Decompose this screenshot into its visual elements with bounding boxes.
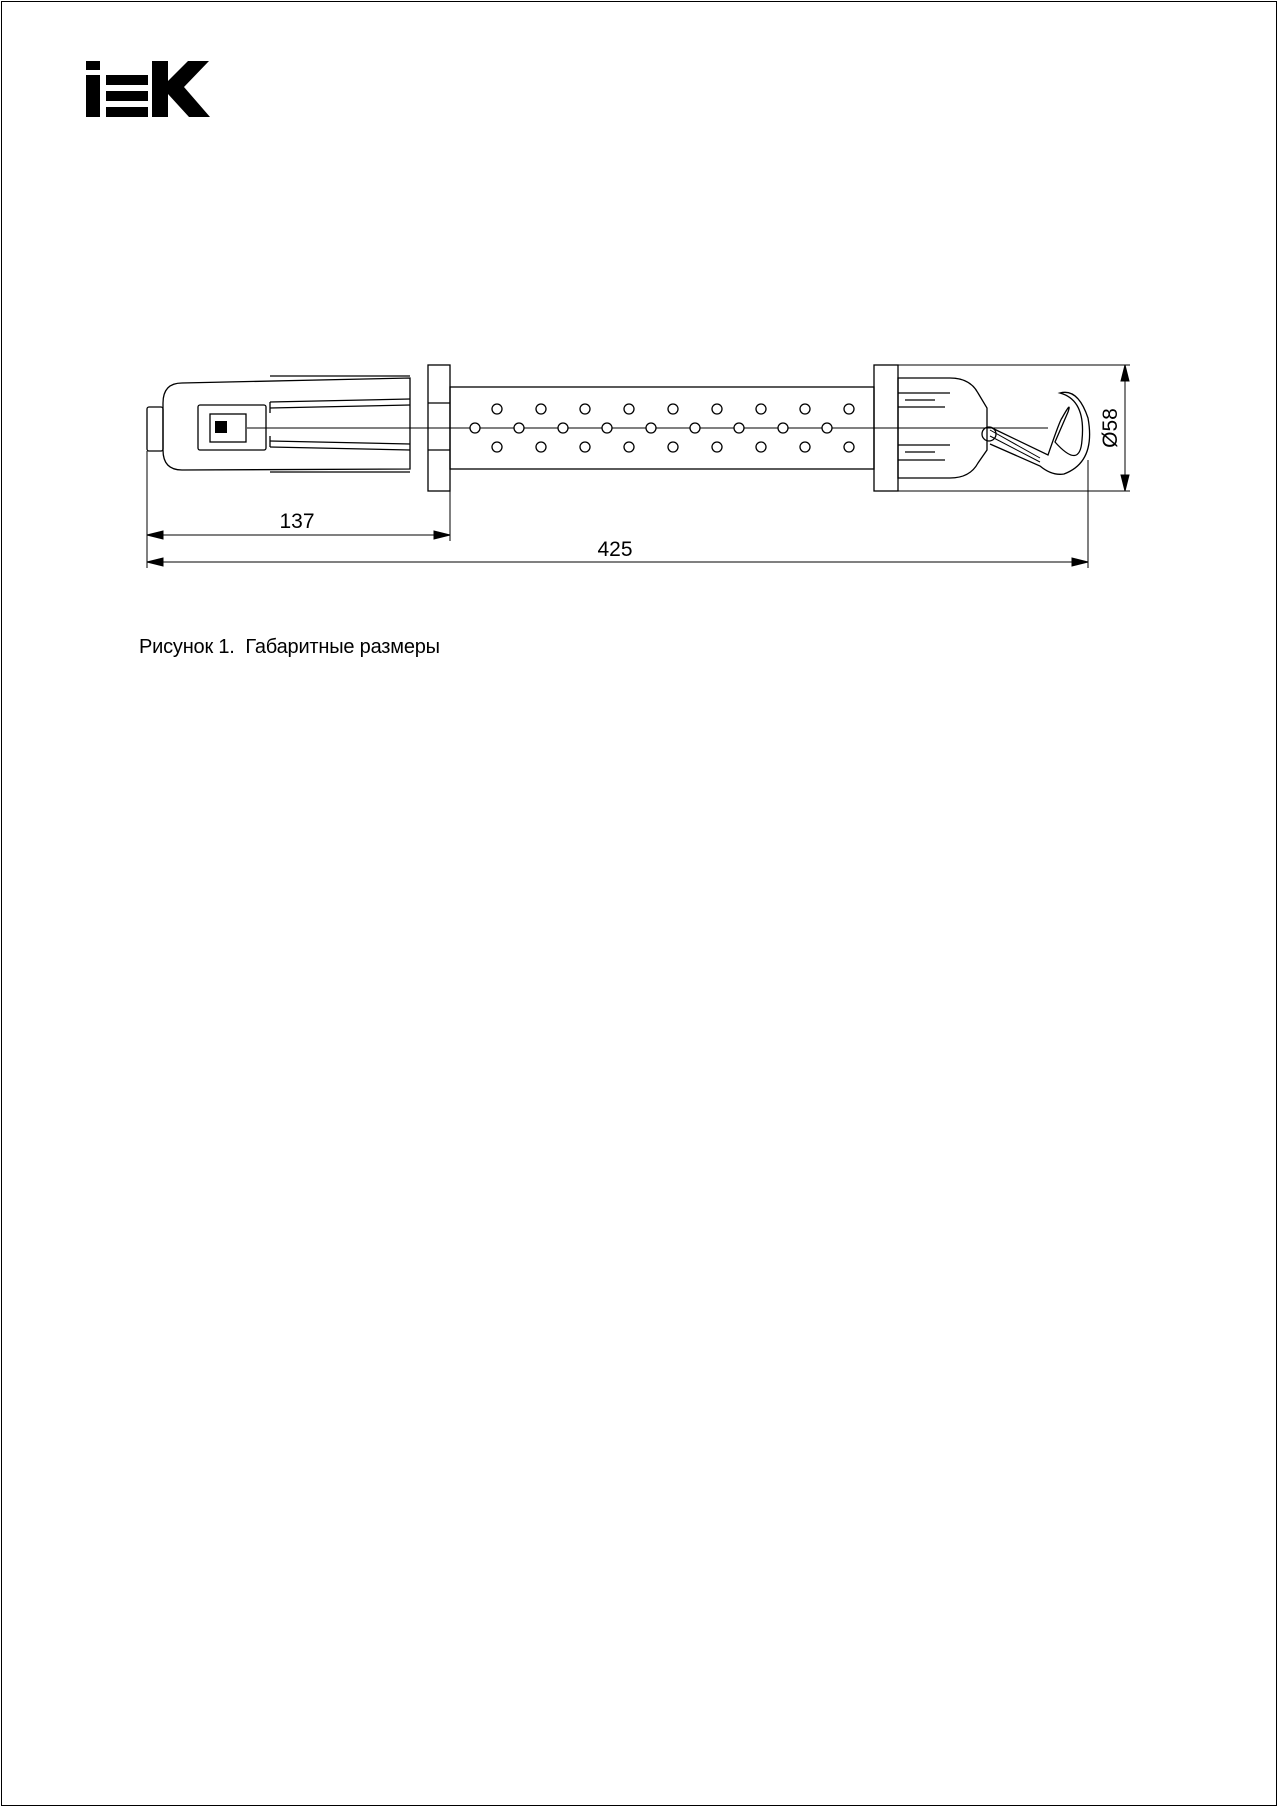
- dim-diameter-label: Ø58: [1099, 408, 1122, 448]
- handle-outline: [163, 378, 410, 470]
- dim-425-label: 425: [597, 538, 633, 561]
- figure-caption: Рисунок 1. Габаритные размеры: [139, 636, 440, 658]
- cable-gland: [147, 407, 163, 451]
- dimension-diameter: [1121, 365, 1129, 491]
- dimension-drawing: [0, 0, 1280, 600]
- dim-137-label: 137: [279, 510, 315, 533]
